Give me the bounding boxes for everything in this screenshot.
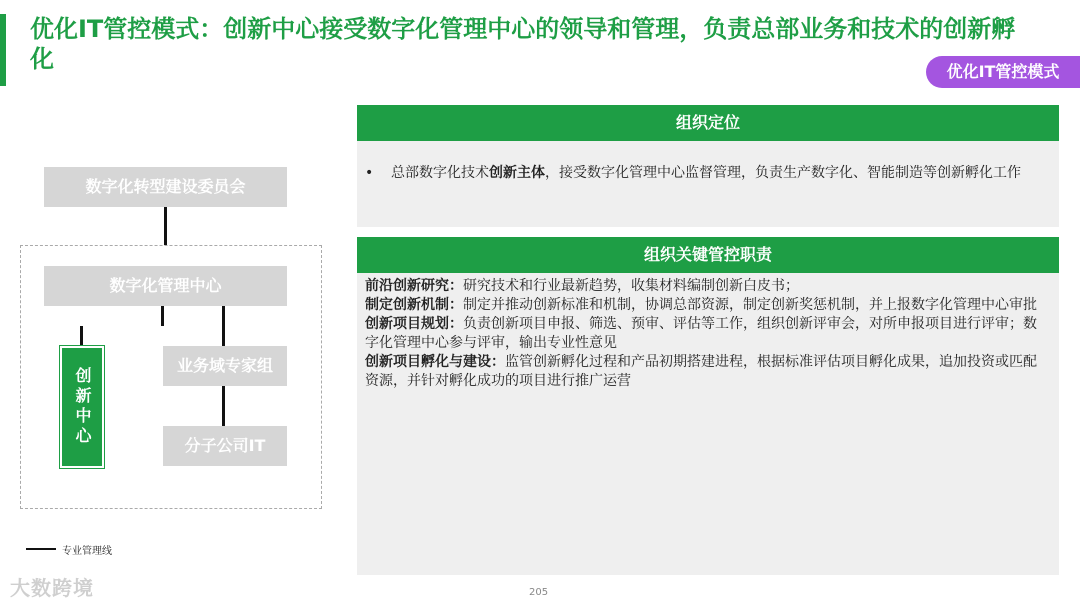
connector-line bbox=[164, 207, 167, 245]
duty-item bbox=[365, 353, 1045, 391]
page-title: 优化IT管控模式：创新中心接受数字化管理中心的领导和管理，负责总部业务和技术的创新孵化 bbox=[30, 15, 1016, 73]
duties-header: 组织关键管控职责 bbox=[357, 237, 1059, 273]
org-box-committee: 数字化转型建设委员会 bbox=[44, 167, 287, 207]
duty-list bbox=[365, 277, 1045, 391]
positioning-text-pre: 总部数字化技术 bbox=[391, 165, 489, 181]
watermark-logo: 大数跨境 bbox=[10, 576, 94, 600]
duty-text: 负责创新项目申报、筛选、预审、评估等工作，组织创新评审会，对所申报项目进行评审；数字化管理中心参与评审，输出专业性意见 bbox=[365, 316, 1037, 351]
positioning-text-post: ，接受数字化管理中心监督管理，负责生产数字化、智能制造等创新孵化工作 bbox=[545, 165, 1021, 181]
duties-body bbox=[357, 273, 1059, 575]
org-box-subsidiary-it: 分子公司IT bbox=[163, 426, 287, 466]
positioning-bullet bbox=[365, 163, 1045, 184]
page-number: 205 bbox=[529, 587, 549, 598]
connector-line bbox=[222, 386, 225, 426]
duty-label: 制定创新机制： bbox=[365, 297, 463, 313]
duty-item bbox=[365, 277, 1045, 296]
org-box-domain-expert: 业务域专家组 bbox=[163, 346, 287, 386]
duty-text: 研究技术和行业最新趋势，收集材料编制创新白皮书； bbox=[463, 278, 799, 294]
connector-line bbox=[80, 326, 83, 346]
org-box-innovation-center bbox=[60, 346, 104, 468]
duty-item bbox=[365, 296, 1045, 315]
duty-text: 制定并推动创新标准和机制，协调总部资源，制定创新奖惩机制，并上报数字化管理中心审批 bbox=[463, 297, 1037, 313]
innovation-center-label: 创新中心 bbox=[73, 367, 92, 447]
legend-line-swatch bbox=[26, 548, 56, 550]
legend-label: 专业管理线 bbox=[62, 546, 112, 557]
positioning-body bbox=[357, 141, 1059, 227]
title-accent-bar bbox=[0, 14, 6, 86]
positioning-header: 组织定位 bbox=[357, 105, 1059, 141]
duty-text: 监管创新孵化过程和产品初期搭建进程，根据标准评估项目孵化成果，追加投资或匹配资源，并针对孵化成功的项目进行推广运营 bbox=[365, 354, 1037, 389]
duty-label: 前沿创新研究： bbox=[365, 278, 463, 294]
positioning-text bbox=[391, 163, 1021, 184]
connector-line bbox=[161, 306, 164, 326]
duty-item bbox=[365, 315, 1045, 353]
connector-line bbox=[222, 306, 225, 346]
duty-label: 创新项目孵化与建设： bbox=[365, 354, 505, 370]
positioning-text-bold: 创新主体 bbox=[489, 165, 545, 181]
duty-label: 创新项目规划： bbox=[365, 316, 463, 332]
org-box-mgmt-center: 数字化管理中心 bbox=[44, 266, 287, 306]
section-badge: 优化IT管控模式 bbox=[926, 56, 1080, 88]
bullet-icon: • bbox=[365, 165, 374, 181]
